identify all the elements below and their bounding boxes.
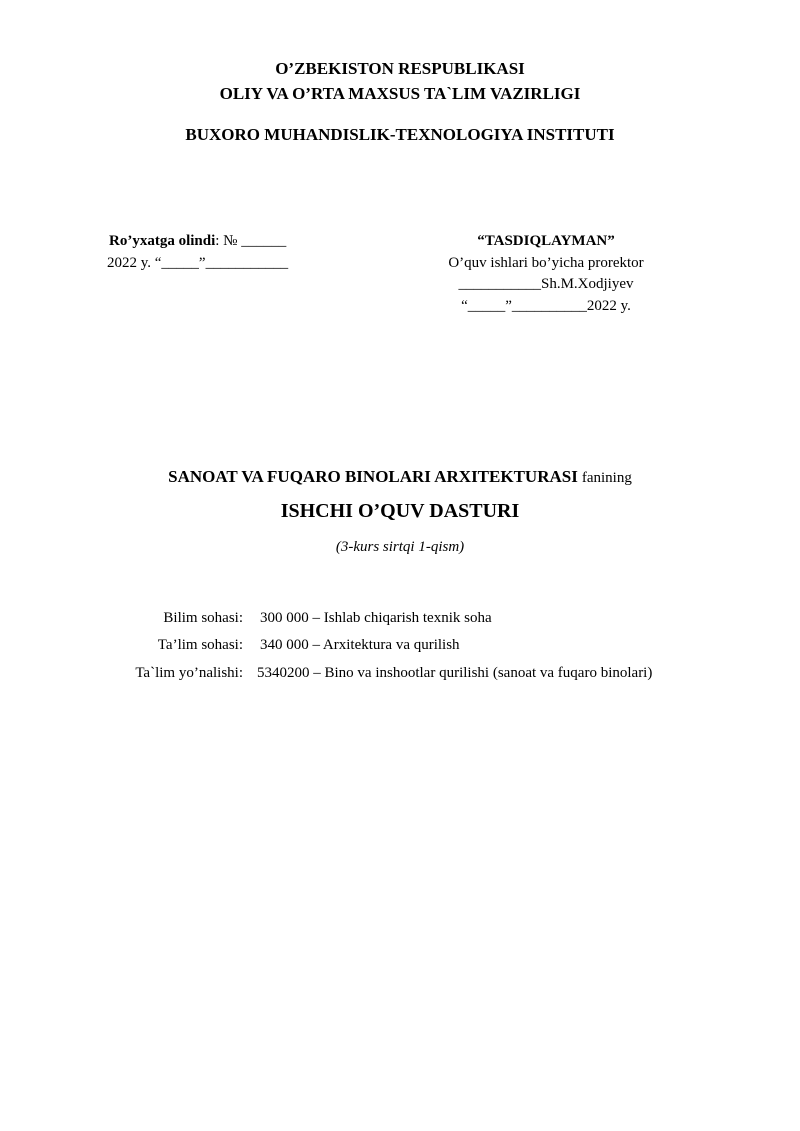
registration-number: : № ______ [215,233,287,249]
course-note: (3-kurs sirtqi 1-qism) [335,539,465,555]
field-value: 300 000 – Ishlab chiqarish texnik soha [260,610,492,626]
institute-name: BUXORO MUHANDISLIK-TEXNOLOGIYA INSTITUTI [185,125,615,144]
field-label: Ta`lim yo’nalishi: [135,665,243,681]
subject-name: SANOAT VA FUQARO BINOLARI ARXITEKTURASI [168,467,578,486]
approval-role: O’quv ishlari bo’yicha prorektor [448,255,644,271]
field-label: Ta’lim sohasi: [157,637,243,653]
field-row-direction [0,665,800,685]
subject-suffix: fanining [581,470,632,486]
field-value: 5340200 – Bino va inshootlar qurilishi (sanoat va fuqaro binolari) [257,665,653,681]
subject-line [0,467,800,487]
field-row-education [0,637,800,657]
document-title: ISHCHI O’QUV DASTURI [280,500,520,522]
registration-date: 2022 y. “_____”___________ [107,255,289,271]
ministry-line-1: O’ZBEKISTON RESPUBLIKASI [275,59,525,78]
field-label: Bilim sohasi: [163,610,243,626]
approval-date: “_____”__________2022 y. [461,298,631,314]
approval-title: “TASDIQLAYMAN” [477,233,615,249]
registration-line [109,233,286,250]
field-value: 340 000 – Arxitektura va qurilish [260,637,460,653]
ministry-line-2: OLIY VA O’RTA MAXSUS TA`LIM VAZIRLIGI [219,84,581,103]
registration-label: Ro’yxatga olindi [109,233,216,249]
field-row-knowledge [0,610,800,630]
approval-signature: ___________Sh.M.Xodjiyev [458,276,634,292]
